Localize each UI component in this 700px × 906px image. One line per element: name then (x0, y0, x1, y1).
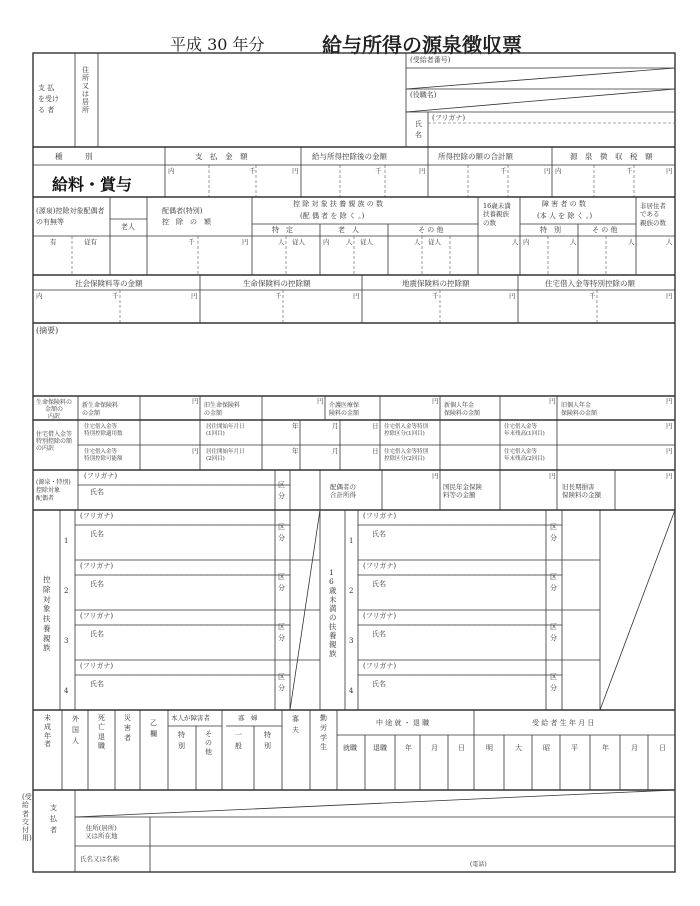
spouse-juu-label: 従有 (84, 238, 97, 246)
old-life-label: 旧生命保険料 の金額 (204, 402, 241, 417)
under16-name-label: 氏名 (372, 530, 386, 538)
national-pension-yen-unit: 円 (549, 472, 556, 480)
dependents-section-label: 控 除 対 象 扶 養 親 族 (43, 575, 51, 653)
housing-bal2-label: 住宅借入金等 年末残高(2回目) (504, 449, 545, 462)
disabled-self-tokubetsu: 特 別 (178, 731, 185, 751)
taishoku-label: 退職 (373, 744, 387, 752)
withholding-tax-header: 源 泉 徴 収 税 額 (570, 152, 653, 161)
amount-yen-unit: 円 (292, 167, 299, 175)
foreigner-label: 外 国 人 (72, 715, 79, 746)
widow-label: 寡 婦 (238, 714, 258, 722)
sonota-juunin-unit: 従人 (428, 238, 441, 246)
dependent-kubun-label: 区 分 (278, 573, 285, 592)
spouse-thousand-unit: 千 (188, 238, 195, 246)
disabled-uchi-unit: 内 (523, 238, 530, 246)
deduction-total-yen-unit: 円 (544, 167, 551, 175)
payment-type-value: 給料・賞与 (52, 175, 133, 194)
dependent-name-label: 氏名 (90, 680, 104, 688)
tax-inner-unit: 内 (555, 167, 562, 175)
under16-nin-unit: 人 (512, 238, 519, 246)
dependent-kubun-label: 区 分 (278, 523, 285, 542)
after-deduction-yen-unit: 円 (419, 167, 426, 175)
minor-label: 未 成 年 者 (44, 714, 51, 749)
disabled-count-sub: (本 人 を 除 く 。) (537, 212, 593, 220)
taisho-label: 大 (515, 744, 522, 752)
rojin-nin-unit: 人 (346, 238, 353, 246)
under16-kubun-label: 区 分 (550, 673, 557, 692)
start2-day-unit: 日 (372, 447, 379, 455)
under16-furigana: (フリガナ) (363, 562, 397, 570)
midway-header: 中 途 就 ・ 退 職 (376, 719, 430, 727)
amount-thousand-unit: 千 (249, 167, 256, 175)
old-life-yen-unit: 円 (317, 397, 324, 405)
dependents-count-title: 控 除 対 象 扶 養 親 族 の 数 (293, 200, 384, 208)
housing-bal1-label: 住宅借入金等 年末残高(1回目) (504, 424, 545, 437)
tokutei-juunin-unit: 従人 (292, 238, 305, 246)
dependent-furigana: (フリガナ) (80, 662, 114, 670)
rojin-juunin-unit: 従人 (360, 238, 373, 246)
dependent-name-label: 氏名 (90, 630, 104, 638)
start1-day-unit: 日 (372, 422, 379, 430)
payer-name-label: 氏名又は名称 (80, 855, 119, 863)
dependents-count-sub: (配 偶 者 を 除 く 。) (300, 212, 365, 220)
midway-month-label: 月 (431, 744, 438, 752)
old-pension-yen-unit: 円 (666, 397, 673, 405)
form-era: 平成 30 年分 (170, 35, 265, 54)
old-longterm-yen-unit: 円 (666, 472, 673, 480)
birthdate-header: 受 給 者 生 年 月 日 (532, 719, 595, 727)
tokutei-header: 特 定 (272, 226, 293, 234)
working-student-label: 勤 労 学 生 (320, 714, 327, 752)
tokubetsu-nin-unit: 人 (570, 238, 577, 246)
payer-label: 支 払 者 (50, 804, 57, 835)
disabled-count-title: 障 害 者 の 数 (542, 200, 586, 208)
housing-possible-label: 住宅借入金等 特別控除可能額 (84, 449, 123, 462)
showa-label: 昭 (543, 744, 550, 752)
new-life-label: 新生命保険料 の金額 (82, 402, 119, 417)
housing-applicable-label: 住宅借入金等 特別控除適用数 (84, 424, 123, 437)
dependent-row-number: 2 (64, 587, 69, 595)
dependent-furigana: (フリガナ) (80, 612, 114, 620)
earthquake-thousand-unit: 千 (432, 292, 439, 300)
under16-name-label: 氏名 (372, 680, 386, 688)
social-yen-unit: 円 (191, 292, 198, 300)
address-label: 住 所 又 は 居 所 (82, 66, 89, 115)
start2-year-unit: 年 (292, 447, 299, 455)
housing-start1-label: 居住開始年月日 (1回目) (206, 424, 245, 437)
midway-day-label: 日 (458, 744, 465, 752)
midway-year-label: 年 (405, 744, 412, 752)
name-furigana: (フリガナ) (432, 114, 466, 122)
under16-row-number: 2 (349, 587, 354, 595)
spouse-income-label: 配偶者の 合計所得 (330, 483, 356, 500)
new-life-yen-unit: 円 (192, 397, 199, 405)
dependent-row-number: 4 (64, 687, 69, 695)
recipient-copy-label: (受 給 者 交 付 用) (22, 793, 32, 843)
care-yen-unit: 円 (432, 397, 439, 405)
payment-type-header: 種 別 (55, 152, 93, 161)
under16-furigana: (フリガナ) (363, 612, 397, 620)
meiji-label: 明 (486, 744, 493, 752)
shushoku-label: 就職 (343, 744, 357, 752)
disabled-self-label: 本人が障害者 (171, 714, 210, 722)
widower-label: 寡 夫 (292, 715, 299, 735)
spouse-furigana: (フリガナ) (84, 472, 118, 480)
form-main-title: 給与所得の源泉徴収票 (322, 33, 522, 57)
start1-month-unit: 月 (332, 422, 339, 430)
under16-kubun-label: 区 分 (550, 623, 557, 642)
dependent-row-number: 1 (64, 537, 69, 545)
after-deduction-header: 給与所得控除後の金額 (312, 152, 387, 161)
spouse-yu-label: 有 (50, 238, 57, 246)
start1-year-unit: 年 (292, 422, 299, 430)
under16-kubun-label: 区 分 (550, 573, 557, 592)
under16-row-number: 3 (349, 637, 354, 645)
deduction-total-header: 所得控除の額の合計額 (438, 152, 513, 161)
new-pension-label: 新個人年金 保険料の金額 (444, 402, 481, 417)
earthquake-yen-unit: 円 (509, 292, 516, 300)
housing-thousand-unit: 千 (589, 292, 596, 300)
tokutei-nin-unit: 人 (278, 238, 285, 246)
summary-label: (摘要) (36, 326, 59, 335)
dependent-furigana: (フリガナ) (80, 562, 114, 570)
payer-phone-label: (電話) (470, 861, 487, 868)
nonresident-nin-unit: 人 (666, 238, 673, 246)
disabled-tokubetsu-header: 特 別 (540, 226, 561, 234)
old-pension-label: 旧個人年金 保険料の金額 (561, 402, 598, 417)
under16-name-label: 氏名 (372, 580, 386, 588)
social-thousand-unit: 千 (112, 292, 119, 300)
birth-day-label: 日 (659, 744, 666, 752)
spouse-name-label: 氏名 (90, 488, 104, 496)
new-pension-yen-unit: 円 (549, 397, 556, 405)
dependent-row-number: 3 (64, 637, 69, 645)
name-label: 氏 名 (415, 120, 422, 140)
housing-breakdown-label: 住宅借入金等 特別控除の額 の内訳 (36, 431, 73, 453)
under16-row-number: 4 (349, 687, 354, 695)
payment-amount-header: 支 払 金 額 (195, 152, 248, 161)
spouse-income-yen-unit: 円 (432, 472, 439, 480)
tax-thousand-unit: 千 (626, 167, 633, 175)
earthquake-insurance-header: 地震保険料の控除額 (402, 279, 470, 288)
rojin-uchi-unit: 内 (323, 238, 330, 246)
birth-year-label: 年 (602, 744, 609, 752)
amount-inner-unit: 内 (168, 167, 175, 175)
care-label: 介護医療保 険料の金額 (329, 402, 360, 417)
spouse-special-header: 配偶者(特別) 控 除 の 額 (162, 207, 211, 226)
under16-name-label: 氏名 (372, 630, 386, 638)
disaster-label: 災 害 者 (124, 714, 131, 742)
bal2-yen-unit: 円 (666, 447, 673, 455)
tax-yen-unit: 円 (666, 167, 673, 175)
dependent-kubun-label: 区 分 (278, 623, 285, 642)
under16-kubun-label: 区 分 (550, 523, 557, 542)
life-yen-unit: 円 (353, 292, 360, 300)
elderly-header: 老人 (121, 223, 135, 231)
housing-start2-label: 居住開始年月日 (2回目) (206, 449, 245, 462)
social-insurance-header: 社会保険料等の金額 (75, 279, 143, 288)
under16-header: 16歳未満 扶養親族 の数 (483, 202, 511, 227)
social-inner-unit: 内 (36, 292, 43, 300)
national-pension-label: 国民年金保険 料等の金額 (443, 483, 482, 500)
housing-loan-header: 住宅借入金等特別控除の額 (545, 279, 635, 288)
widow-ippan: 一 般 (235, 731, 242, 751)
spouse-flag-header: (源泉)控除対象配偶者 の有無等 (36, 207, 105, 226)
heisei-label: 平 (571, 744, 578, 752)
old-longterm-label: 旧長期損害 保険料の金額 (562, 483, 601, 500)
dependent-furigana: (フリガナ) (80, 512, 114, 520)
spouse-kubun-label: 区 分 (278, 481, 285, 500)
bal1-yen-unit: 円 (666, 422, 673, 430)
start2-month-unit: 月 (332, 447, 339, 455)
life-thousand-unit: 千 (275, 292, 282, 300)
disabled-sonota-header: そ の 他 (592, 226, 618, 234)
disabled-sonota-nin-unit: 人 (628, 238, 635, 246)
position-label: (役職名) (410, 91, 437, 99)
after-deduction-thousand-unit: 千 (375, 167, 382, 175)
rojin-header: 老 人 (338, 226, 359, 234)
under16-furigana: (フリガナ) (363, 512, 397, 520)
payer-address-label: 住所(居所) 又は所在地 (85, 824, 118, 841)
housing-cat2-label: 住宅借入金等特別 控除区分(2回目) (384, 449, 429, 462)
housing-yen-unit: 円 (666, 292, 673, 300)
recipient-number-label: (受給者番号) (410, 56, 451, 64)
spouse-section-label: (源泉・特別) 控除対象 配偶者 (36, 479, 71, 502)
dependent-kubun-label: 区 分 (278, 673, 285, 692)
widow-tokubetsu: 特 別 (264, 731, 271, 751)
deceased-label: 死 亡 退 職 (98, 714, 105, 751)
dependent-name-label: 氏名 (90, 530, 104, 538)
nonresident-header: 非居住者 である 親族の数 (640, 202, 666, 227)
dependent-name-label: 氏名 (90, 580, 104, 588)
sonota-nin-unit: 人 (414, 238, 421, 246)
birth-month-label: 月 (631, 744, 638, 752)
otsu-label: 乙 欄 (150, 719, 157, 738)
under16-section-label: 1 6 歳 未 満 の 扶 養 親 族 (329, 568, 337, 658)
disabled-self-sonota: そ の 他 (205, 730, 212, 756)
under16-row-number: 1 (349, 537, 354, 545)
housing-cat1-label: 住宅借入金等特別 控除区分(1回目) (384, 424, 429, 437)
possible-yen-unit: 円 (192, 447, 199, 455)
deduction-total-thousand-unit: 千 (500, 167, 507, 175)
spouse-yen-unit: 円 (242, 238, 249, 246)
under16-furigana: (フリガナ) (363, 662, 397, 670)
life-breakdown-label: 生命保険料の 金額の 内訳 (36, 399, 73, 421)
recipient-label: 支 払 を受け る 者 (38, 84, 59, 115)
life-insurance-header: 生命保険料の控除額 (243, 279, 311, 288)
sonota-header: そ の 他 (418, 226, 444, 234)
